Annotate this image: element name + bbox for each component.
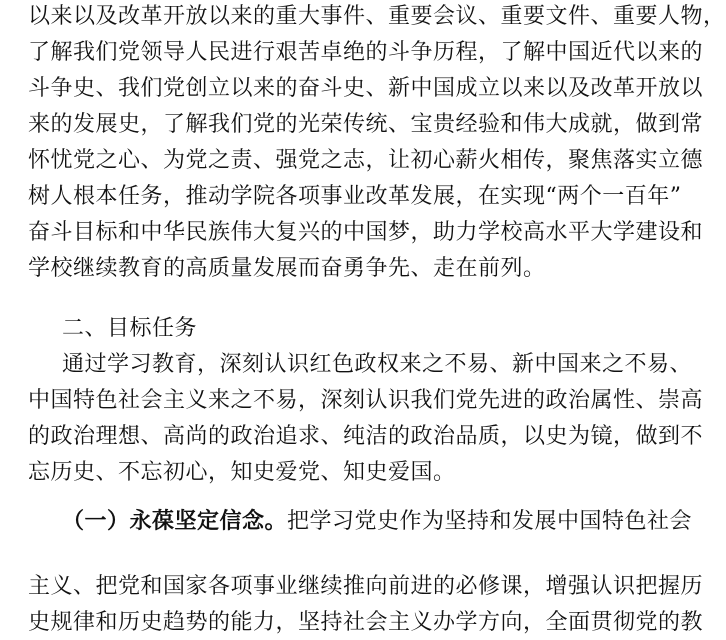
paragraph-line: 以来以及改革开放以来的重大事件、重要会议、重要文件、重要人物， [28, 4, 726, 29]
paragraph-line: 树人根本任务，推动学院各项事业改革发展，在实现“两个一百年” [28, 184, 682, 209]
paragraph-line: 斗争史、我们党创立以来的奋斗史、新中国成立以来以及改革开放以 [28, 76, 704, 101]
paragraph-line: 忘历史、不忘初心，知史爱党、知史爱国。 [28, 460, 456, 485]
item-1-line [62, 506, 693, 537]
paragraph-line: 中国特色社会主义来之不易，深刻认识我们党先进的政治属性、崇高 [28, 388, 704, 413]
paragraph-line: 了解我们党领导人民进行艰苦卓绝的斗争历程，了解中国近代以来的 [28, 40, 704, 65]
paragraph-line: 主义、把党和国家各项事业继续推向前进的必修课，增强认识把握历 [28, 574, 704, 599]
paragraph-line: 的政治理想、高尚的政治追求、纯洁的政治品质，以史为镜，做到不 [28, 424, 704, 449]
paragraph-line: 来的发展史，了解我们党的光荣传统、宝贵经验和伟大成就，做到常 [28, 112, 704, 137]
paragraph-line: 学校继续教育的高质量发展而奋勇争先、走在前列。 [28, 256, 546, 281]
paragraph-line: 怀忧党之心、为党之责、强党之志，让初心薪火相传，聚焦落实立德 [28, 148, 704, 173]
paragraph-line: 奋斗目标和中华民族伟大复兴的中国梦，助力学校高水平大学建设和 [28, 220, 704, 245]
section-heading: 二、目标任务 [62, 316, 198, 341]
paragraph-line: 史规律和历史趋势的能力，坚持社会主义办学方向，全面贯彻党的教 [28, 610, 704, 635]
paragraph-line: 通过学习教育，深刻认识红色政权来之不易、新中国来之不易、 [62, 352, 693, 377]
item-1-text: 把学习党史作为坚持和发展中国特色社会 [287, 509, 693, 534]
item-1-title: （一）永葆坚定信念。 [62, 508, 288, 534]
